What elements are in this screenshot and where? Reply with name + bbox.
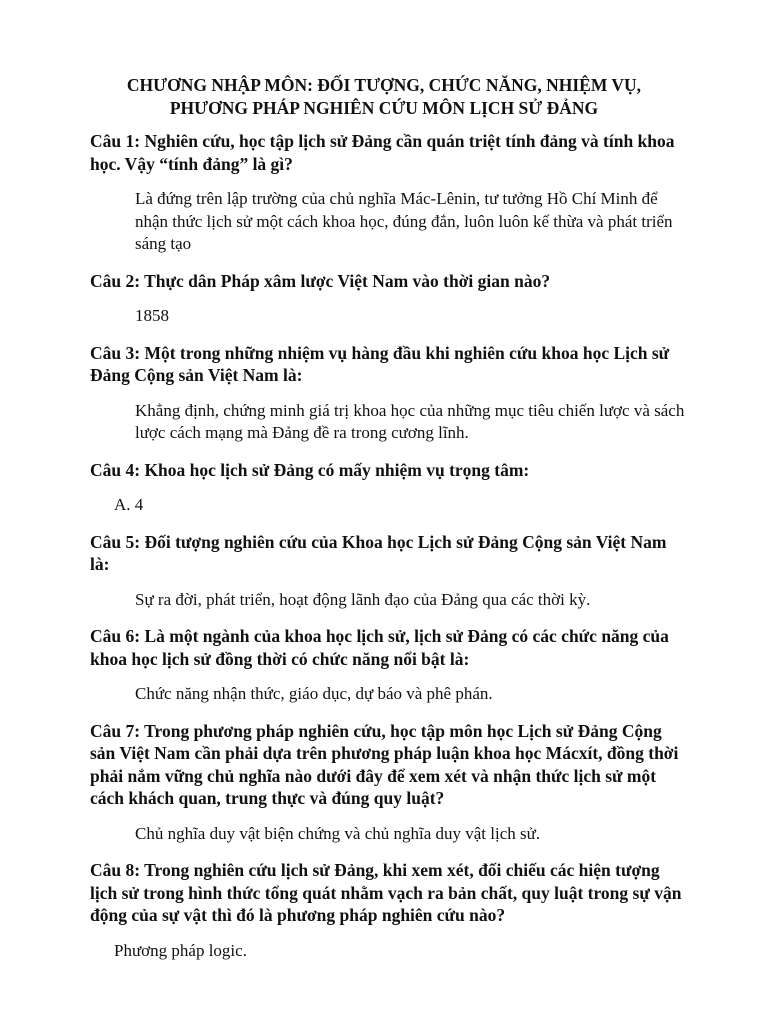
question-5: Câu 5: Đối tượng nghiên cứu của Khoa học Lịch sử Đảng Cộng sản Việt Nam là: bbox=[90, 531, 667, 574]
answer-8: Phương pháp logic. bbox=[114, 940, 247, 960]
qa-item-4 bbox=[90, 459, 688, 517]
answer-1: Là đứng trên lập trường của chủ nghĩa Mác-Lênin, tư tưởng Hồ Chí Minh để nhận thức lịch sử một cách khoa học, đúng đắn, luôn luôn kế thừa và phát triển sáng tạo bbox=[135, 189, 673, 253]
qa-item-5 bbox=[90, 531, 688, 612]
answer-5: Sự ra đời, phát triển, hoạt động lãnh đạo của Đảng qua các thời kỳ. bbox=[135, 589, 591, 609]
question-8: Câu 8: Trong nghiên cứu lịch sử Đảng, khi xem xét, đối chiếu các hiện tượng lịch sử trong hình thức tổng quát nhằm vạch ra bản chất, quy luật trong sự vận động của sự vật thì đó là phương pháp nghiên cứu nào? bbox=[90, 860, 682, 925]
qa-item-3 bbox=[90, 342, 688, 445]
document-title bbox=[80, 74, 688, 120]
answer-2: 1858 bbox=[135, 306, 169, 325]
qa-item-2 bbox=[90, 270, 688, 328]
question-4: Câu 4: Khoa học lịch sử Đảng có mấy nhiệm vụ trọng tâm: bbox=[90, 459, 530, 480]
qa-item-7 bbox=[90, 720, 688, 846]
question-1: Câu 1: Nghiên cứu, học tập lịch sử Đảng cần quán triệt tính đảng và tính khoa học. Vậy “tính đảng” là gì? bbox=[90, 131, 675, 174]
answer-6: Chức năng nhận thức, giáo dục, dự báo và phê phán. bbox=[135, 684, 493, 703]
question-2: Câu 2: Thực dân Pháp xâm lược Việt Nam vào thời gian nào? bbox=[90, 270, 551, 291]
qa-item-6 bbox=[90, 625, 688, 706]
title-line-1: CHƯƠNG NHẬP MÔN: ĐỐI TƯỢNG, CHỨC NĂNG, NHIỆM VỤ, bbox=[126, 75, 642, 95]
answer-4: A. 4 bbox=[114, 495, 144, 514]
qa-item-8 bbox=[90, 859, 688, 962]
qa-item-1 bbox=[90, 130, 688, 256]
question-3: Câu 3: Một trong những nhiệm vụ hàng đầu khi nghiên cứu khoa học Lịch sử Đảng Cộng sản Việt Nam là: bbox=[90, 342, 670, 385]
question-6: Câu 6: Là một ngành của khoa học lịch sử, lịch sử Đảng có các chức năng của khoa học lịch sử đồng thời có chức năng nổi bật là: bbox=[90, 626, 669, 669]
answer-7: Chủ nghĩa duy vật biện chứng và chủ nghĩa duy vật lịch sử. bbox=[135, 823, 541, 843]
answer-3: Khẳng định, chứng minh giá trị khoa học của những mục tiêu chiến lược và sách lược cách mạng mà Đảng đề ra trong cương lĩnh. bbox=[135, 400, 685, 442]
title-line-2: PHƯƠNG PHÁP NGHIÊN CỨU MÔN LỊCH SỬ ĐẢNG bbox=[169, 98, 599, 118]
question-7: Câu 7: Trong phương pháp nghiên cứu, học tập môn học Lịch sử Đảng Cộng sản Việt Nam cần phải dựa trên phương pháp luận khoa học Mácxít, đồng thời phải nắm vững chủ nghĩa nào dưới đây để xem xét và nhận thức lịch sử một cách khách quan, trung thực và đúng quy luật? bbox=[90, 720, 679, 808]
